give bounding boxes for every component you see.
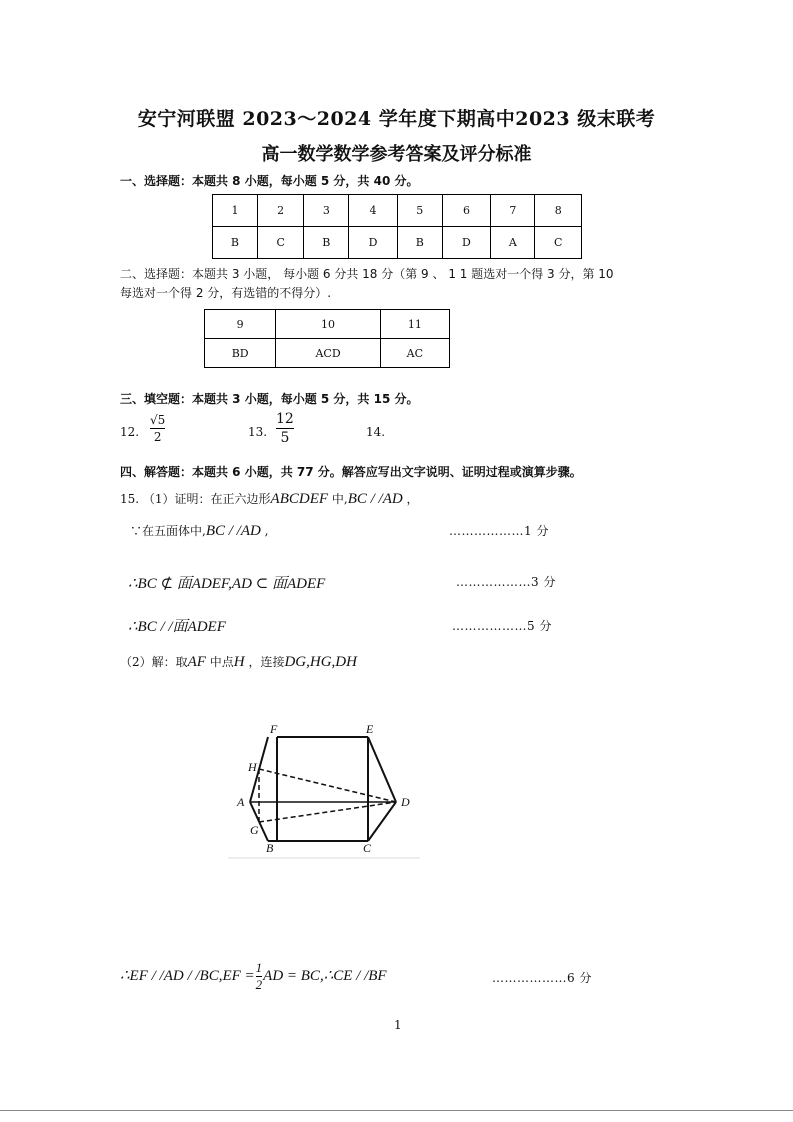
- figure-solid-edges: [250, 737, 396, 841]
- answer-cell: BD: [205, 339, 276, 368]
- q12-denominator: 2: [153, 430, 162, 444]
- document-title: 安宁河联盟 2023～2024 学年度下期高中2023 级末联考: [137, 108, 656, 130]
- answer-cell: B: [213, 227, 258, 259]
- q15-in: 中,: [328, 492, 348, 506]
- q-number-cell: 2: [257, 195, 304, 227]
- answer-cell: C: [257, 227, 304, 259]
- part2-a: （2）解：取: [120, 655, 188, 669]
- q13-denominator: 5: [280, 430, 290, 446]
- label-d: D: [401, 795, 410, 809]
- step2-score: ………………3 分: [456, 575, 556, 589]
- page-number: 1: [394, 1018, 402, 1032]
- q-number-cell: 8: [535, 195, 582, 227]
- step4-denominator: 2: [255, 977, 263, 992]
- step4-numerator: 1: [255, 960, 263, 975]
- section1-heading: 一、选择题：本题共 8 小题，每小题 5 分，共 40 分。: [120, 174, 419, 188]
- point-h: H: [233, 654, 245, 670]
- section2-number-row: [205, 310, 450, 339]
- q-number-cell: 4: [349, 195, 398, 227]
- answer-cell: AC: [380, 339, 449, 368]
- q13-label: 13.: [248, 425, 268, 439]
- answer-cell: D: [442, 227, 491, 259]
- step2-math: ∴BC ⊄ 面ADEF,AD ⊂ 面ADEF: [128, 576, 326, 592]
- step4-score: ………………6 分: [492, 971, 592, 985]
- q13-numerator: 12: [276, 411, 294, 427]
- q15-intro: 15. （1）证明：在正六边形: [120, 492, 271, 506]
- answer-cell: D: [349, 227, 398, 259]
- q-number-cell: 11: [380, 310, 449, 339]
- section3-heading: 三、填空题：本题共 3 小题，每小题 5 分，共 15 分。: [120, 392, 419, 406]
- edge-ed: [368, 737, 396, 802]
- step1-end: ,: [260, 524, 269, 538]
- answer-cell: B: [397, 227, 442, 259]
- step4-line: [120, 960, 387, 993]
- step1-math: BC / /AD: [205, 523, 261, 539]
- edge-gd: [259, 802, 396, 822]
- q-number-cell: 3: [304, 195, 349, 227]
- bc-parallel-ad: BC / /AD: [347, 491, 403, 507]
- section1-number-row: [213, 195, 582, 227]
- edge-dc: [368, 802, 396, 841]
- section2-heading-line1: 二、选择题：本题共 3 小题， 每小题 6 分共 18 分（第 9 、 1 1 题选对一个得 3 分，第 10: [120, 267, 614, 281]
- step3-math: ∴BC / /面ADEF: [128, 619, 226, 635]
- q13-answer: [276, 410, 294, 447]
- q15-intro-line: [120, 490, 419, 508]
- label-f: F: [270, 722, 278, 736]
- q-number-cell: 10: [276, 310, 380, 339]
- section1-answer-table: [212, 194, 582, 259]
- hexagon-name: ABCDEF: [270, 491, 329, 507]
- q-number-cell: 7: [491, 195, 535, 227]
- figure-dashed-edges: [259, 769, 396, 822]
- step4-a: ∴EF / /AD / /BC,EF =: [120, 967, 255, 984]
- label-g: G: [250, 823, 259, 837]
- q12-label: 12.: [120, 425, 140, 439]
- q12-answer: [150, 412, 165, 445]
- answer-cell: B: [304, 227, 349, 259]
- document-subtitle: 高一数学数学参考答案及评分标准: [261, 144, 532, 165]
- step3-score: ………………5 分: [452, 619, 552, 633]
- label-a: A: [237, 795, 245, 809]
- q-number-cell: 9: [205, 310, 276, 339]
- pentahedron-figure: [228, 716, 420, 862]
- step4-b: AD = BC,∴CE / /BF: [263, 967, 387, 984]
- section1-answer-row: [213, 227, 582, 259]
- q-number-cell: 5: [397, 195, 442, 227]
- answer-cell: A: [491, 227, 535, 259]
- section2-answer-row: [205, 339, 450, 368]
- part2-b: 中点: [205, 655, 234, 669]
- step1-line: [130, 522, 268, 540]
- section2-heading-line2: 每选对一个得 2 分，有选错的不得分）.: [120, 286, 332, 300]
- q12-numerator: √5: [150, 413, 166, 427]
- section4-heading: 四、解答题：本题共 6 小题，共 77 分。解答应写出文字说明、证明过程或演算步骤。: [120, 465, 582, 479]
- step1-score: ………………1 分: [449, 524, 549, 538]
- part2-line: [120, 653, 357, 671]
- q15-end: ，: [402, 492, 419, 506]
- label-h: H: [248, 760, 257, 774]
- connect-segments: DG,HG,DH: [284, 654, 357, 670]
- q-number-cell: 6: [442, 195, 491, 227]
- section2-answer-table: [204, 309, 450, 368]
- page-bottom-rule: [0, 1110, 793, 1111]
- q14-label: 14.: [366, 425, 386, 439]
- q-number-cell: 1: [213, 195, 258, 227]
- part2-c: ，连接: [244, 655, 285, 669]
- label-b: B: [266, 841, 274, 855]
- label-c: C: [363, 841, 372, 855]
- step1-text: ∵在五面体中,: [130, 524, 206, 538]
- answer-cell: C: [535, 227, 582, 259]
- edge-hd: [259, 769, 396, 802]
- figure-labels: [236, 722, 410, 855]
- segment-af: AF: [187, 654, 206, 670]
- label-e: E: [366, 722, 374, 736]
- answer-cell: ACD: [276, 339, 380, 368]
